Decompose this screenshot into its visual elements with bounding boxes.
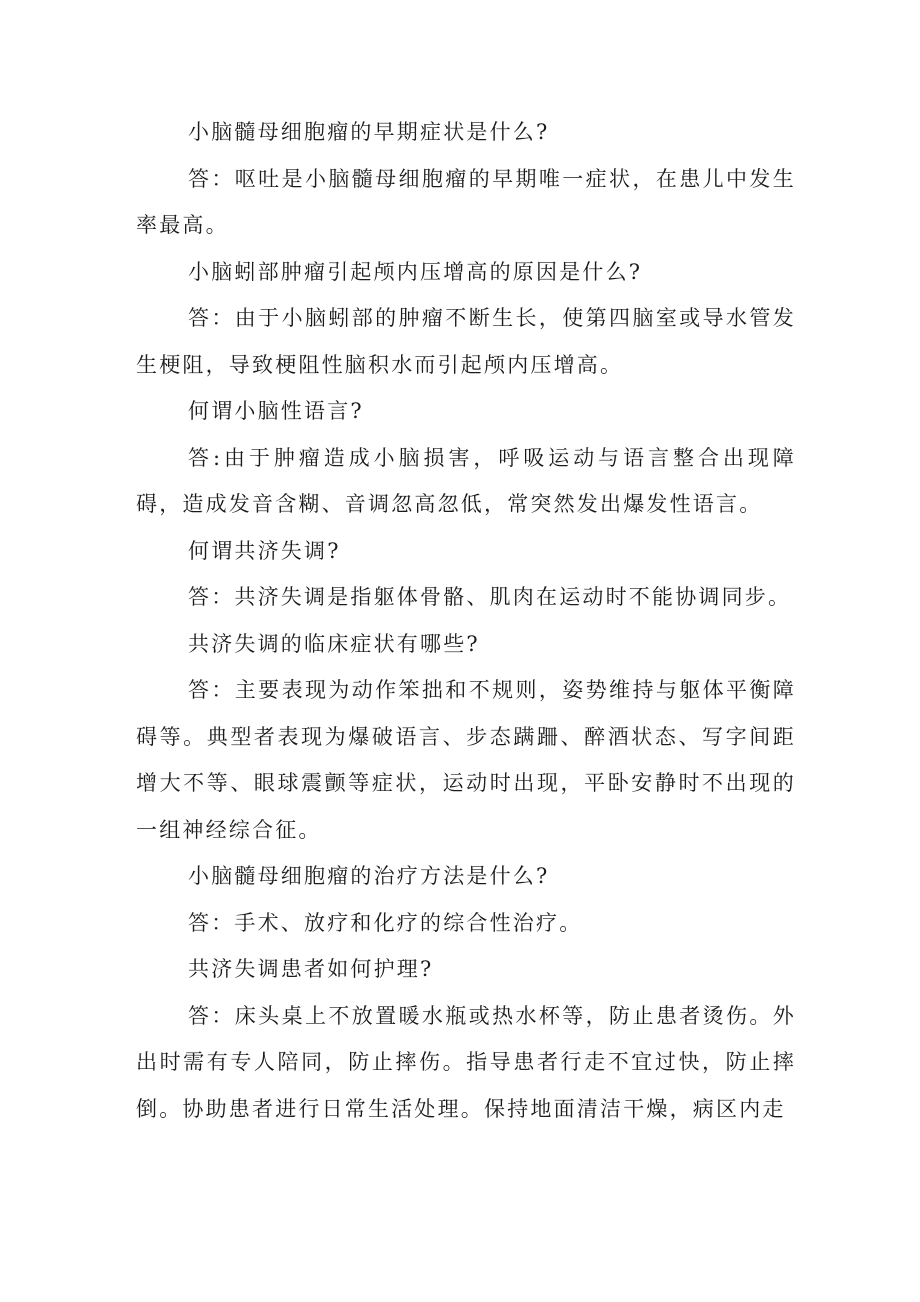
answer-1: 答：呕吐是小脑髓母细胞瘤的早期唯一症状，在患儿中发生率最高。 xyxy=(136,166,796,237)
question-1: 小脑髓母细胞瘤的早期症状是什么? xyxy=(188,120,550,144)
answer-5: 答：主要表现为动作笨拙和不规则，姿势维持与躯体平衡障碍等。典型者表现为爆破语言、步态蹒跚、醉酒状态、写字间距增大不等、眼球震颤等症状，运动时出现，平卧安静时不出现的一组神经综合征。 xyxy=(136,678,796,842)
question-5: 共济失调的临床症状有哪些? xyxy=(188,631,480,656)
answer-7: 答：床头桌上不放置暖水瓶或热水杯等，防止患者烫伤。外出时需有专人陪同，防止摔伤。指导患者行走不宜过快，防止摔倒。协助患者进行日常生活处理。保持地面清洁干燥，病区内走 xyxy=(136,1003,796,1121)
question-6: 小脑髓母细胞瘤的治疗方法是什么? xyxy=(188,864,550,888)
document-body xyxy=(136,109,796,1132)
question-2: 小脑蚓部肿瘤引起颅内压增高的原因是什么? xyxy=(188,259,643,284)
question-4: 何谓共济失调? xyxy=(188,538,341,563)
question-3: 何谓小脑性语言? xyxy=(188,399,364,423)
question-7: 共济失调患者如何护理? xyxy=(188,957,434,981)
answer-2: 答：由于小脑蚓部的肿瘤不断生长，使第四脑室或导水管发生梗阻，导致梗阻性脑积水而引起颅内压增高。 xyxy=(136,306,796,377)
answer-3: 答:由于肿瘤造成小脑损害，呼吸运动与语言整合出现障碍，造成发音含糊、音调忽高忽低，常突然发出爆发性语言。 xyxy=(136,445,796,516)
answer-4: 答：共济失调是指躯体骨骼、肌肉在运动时不能协调同步。 xyxy=(188,585,792,609)
answer-6: 答：手术、放疗和化疗的综合性治疗。 xyxy=(188,910,583,935)
